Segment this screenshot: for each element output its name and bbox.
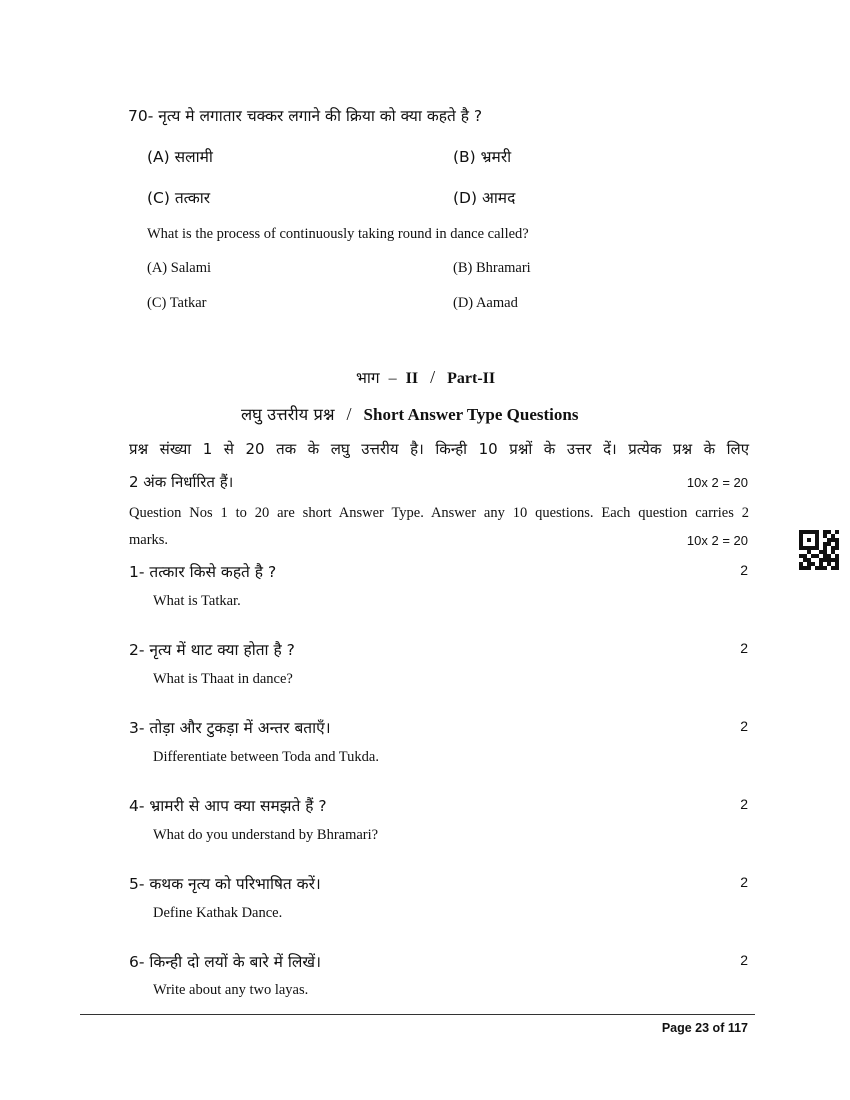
question-5-marks: 2	[740, 874, 748, 890]
q70-option-d-hindi: (D) आमद	[453, 189, 516, 207]
question-2-marks: 2	[740, 640, 748, 656]
footer-divider	[80, 1014, 755, 1015]
question-5-english: Define Kathak Dance.	[153, 905, 283, 921]
qr-code-icon	[799, 530, 839, 570]
question-4-marks: 2	[740, 796, 748, 812]
part-slash: /	[430, 367, 436, 387]
q70-option-a-english: (A) Salami	[147, 260, 212, 276]
part-heading	[356, 366, 495, 388]
question-5-hindi: 5- कथक नृत्य को परिभाषित करें।	[129, 875, 321, 893]
question-4-hindi: 4- भ्रामरी से आप क्या समझते हैं ?	[129, 797, 327, 815]
question-6-hindi: 6- किन्ही दो लयों के बारे में लिखें।	[129, 953, 321, 971]
question-70-hindi: 70- नृत्य मे लगातार चक्कर लगाने की क्रिया को क्या कहते है ?	[128, 107, 483, 125]
subtitle-slash: /	[346, 404, 352, 424]
question-3-hindi: 3- तोड़ा और टुकड़ा में अन्तर बताएँ।	[129, 719, 331, 737]
section-subtitle	[241, 402, 578, 425]
part-title-english: Part-II	[447, 370, 496, 387]
q70-option-c-hindi: (C) तत्कार	[147, 189, 211, 207]
question-1-english: What is Tatkar.	[153, 593, 241, 609]
question-6-marks: 2	[740, 952, 748, 968]
question-2-hindi: 2- नृत्य में थाट क्या होता है ?	[129, 641, 295, 659]
question-4-english: What do you understand by Bhramari?	[153, 827, 379, 843]
q70-option-c-english: (C) Tatkar	[147, 295, 207, 311]
q70-option-a-hindi: (A) सलामी	[147, 148, 213, 166]
part-title-hindi: भाग	[356, 369, 380, 387]
instructions-english-line1: Question Nos 1 to 20 are short Answer Type. Answer any 10 questions. Each question carries 2	[129, 505, 749, 521]
question-70-english: What is the process of continuously taking round in dance called?	[147, 226, 529, 242]
instructions-hindi-line2: 2 अंक निर्धारित हैं।	[129, 473, 234, 491]
question-2-english: What is Thaat in dance?	[153, 671, 293, 687]
part-roman: II	[405, 370, 419, 387]
instructions-hindi-line1: प्रश्न संख्या 1 से 20 तक के लघु उत्तरीय है। किन्ही 10 प्रश्नों के उत्तर दें। प्रत्येक प्रश्न के लिए	[129, 440, 749, 458]
q70-option-d-english: (D) Aamad	[453, 295, 518, 311]
question-1-marks: 2	[740, 562, 748, 578]
instructions-hindi-marks: 10x 2 = 20	[686, 475, 748, 490]
q70-option-b-english: (B) Bhramari	[453, 260, 531, 276]
subtitle-hindi: लघु उत्तरीय प्रश्न	[241, 405, 335, 424]
question-3-english: Differentiate between Toda and Tukda.	[153, 749, 379, 765]
instructions-english-marks: 10x 2 = 20	[686, 533, 748, 548]
instructions-english-line2: marks.	[129, 532, 169, 548]
question-6-english: Write about any two layas.	[153, 982, 309, 998]
question-1-hindi: 1- तत्कार किसे कहते है ?	[129, 563, 277, 581]
part-dash: –	[388, 370, 397, 387]
question-3-marks: 2	[740, 718, 748, 734]
q70-option-b-hindi: (B) भ्रमरी	[453, 148, 512, 166]
page-number: Page 23 of 117	[661, 1021, 748, 1035]
subtitle-english: Short Answer Type Questions	[363, 405, 579, 424]
